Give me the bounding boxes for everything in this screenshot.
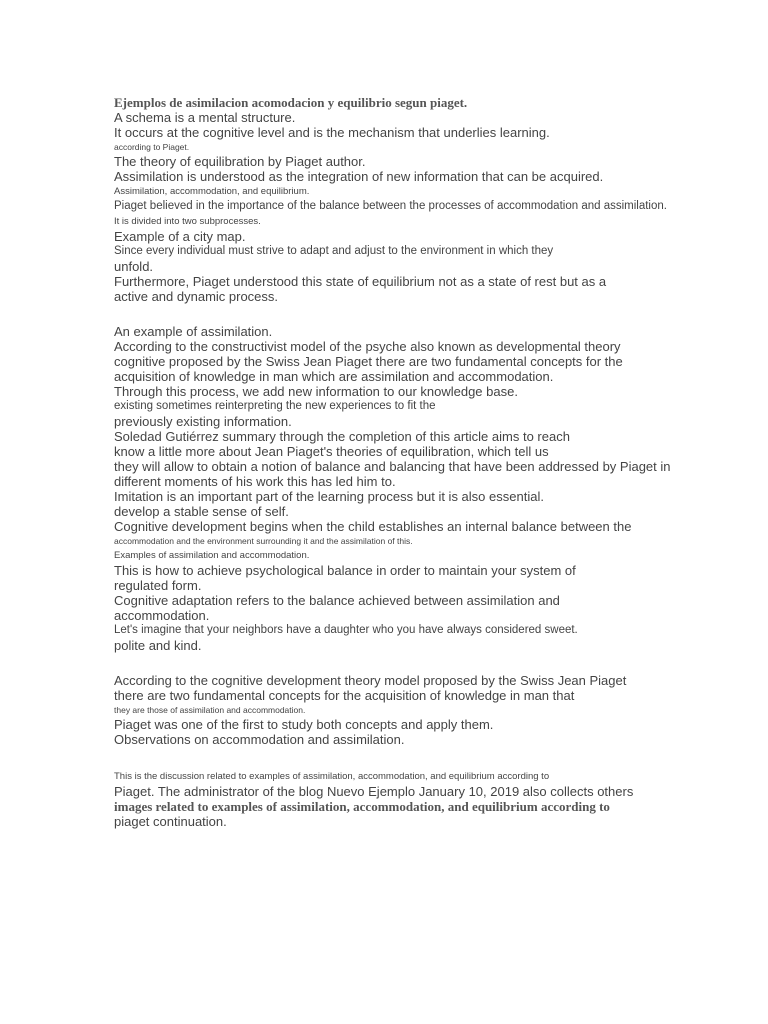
text-line: Examples of assimilation and accommodation. (114, 550, 310, 561)
text-line: Piaget was one of the first to study both concepts and apply them. (114, 717, 494, 732)
text-line: Example of a city map. (114, 229, 246, 244)
text-line: Soledad Gutiérrez summary through the completion of this article aims to reach (114, 429, 570, 444)
text-line: polite and kind. (114, 638, 202, 653)
paragraph-gap (114, 653, 754, 673)
text-line: Assimilation is understood as the integration of new information that can be acquired. (114, 169, 604, 184)
paragraph-gap (114, 304, 754, 324)
text-line: Cognitive adaptation refers to the balance achieved between assimilation and (114, 593, 560, 608)
document-body (114, 95, 754, 829)
text-line: develop a stable sense of self. (114, 504, 289, 519)
text-line: This is how to achieve psychological balance in order to maintain your system of (114, 563, 576, 578)
text-line: A schema is a mental structure. (114, 110, 296, 125)
text-line: know a little more about Jean Piaget's theories of equilibration, which tell us (114, 444, 549, 459)
text-line: Assimilation, accommodation, and equilibrium. (114, 186, 310, 197)
text-line: cognitive proposed by the Swiss Jean Piaget there are two fundamental concepts for the (114, 354, 623, 369)
text-line: they are those of assimilation and accommodation. (114, 705, 306, 715)
text-line: Let's imagine that your neighbors have a daughter who you have always considered sweet. (114, 624, 578, 636)
text-line: previously existing information. (114, 414, 292, 429)
text-line: Through this process, we add new information to our knowledge base. (114, 384, 518, 399)
text-line: regulated form. (114, 578, 202, 593)
text-line: according to Piaget. (114, 142, 190, 152)
text-line: Piaget believed in the importance of the balance between the processes of accommodation and assimilation. (114, 200, 667, 212)
text-line: Observations on accommodation and assimilation. (114, 732, 405, 747)
document-title: Ejemplos de asimilacion acomodacion y equilibrio segun piaget. (114, 95, 468, 110)
paragraph-gap (114, 747, 754, 769)
text-line: Imitation is an important part of the learning process but it is also essential. (114, 489, 544, 504)
text-line: unfold. (114, 259, 154, 274)
text-line: This is the discussion related to examples of assimilation, accommodation, and equilibrium according to (114, 771, 550, 782)
text-line: different moments of his work this has led him to. (114, 474, 396, 489)
text-line: The theory of equilibration by Piaget author. (114, 154, 366, 169)
text-line: An example of assimilation. (114, 324, 273, 339)
text-line: images related to examples of assimilation, accommodation, and equilibrium according to (114, 799, 610, 814)
text-line: It occurs at the cognitive level and is the mechanism that underlies learning. (114, 125, 550, 140)
text-line: According to the constructivist model of the psyche also known as developmental theory (114, 339, 621, 354)
text-line: According to the cognitive development theory model proposed by the Swiss Jean Piaget (114, 673, 627, 688)
text-line: piaget continuation. (114, 814, 227, 829)
text-line: active and dynamic process. (114, 289, 279, 304)
text-line: Furthermore, Piaget understood this state of equilibrium not as a state of rest but as a (114, 274, 607, 289)
text-line: accommodation and the environment surrounding it and the assimilation of this. (114, 536, 413, 546)
text-line: acquisition of knowledge in man which are assimilation and accommodation. (114, 369, 554, 384)
text-line: there are two fundamental concepts for the acquisition of knowledge in man that (114, 688, 575, 703)
text-line: they will allow to obtain a notion of balance and balancing that have been addressed by Piaget in (114, 459, 671, 474)
text-line: It is divided into two subprocesses. (114, 216, 261, 227)
text-line: existing sometimes reinterpreting the new experiences to fit the (114, 400, 436, 412)
text-line: Piaget. The administrator of the blog Nuevo Ejemplo January 10, 2019 also collects others (114, 784, 634, 799)
text-line: Cognitive development begins when the child establishes an internal balance between the (114, 519, 632, 534)
text-line: accommodation. (114, 608, 210, 623)
text-line: Since every individual must strive to adapt and adjust to the environment in which they (114, 245, 554, 257)
